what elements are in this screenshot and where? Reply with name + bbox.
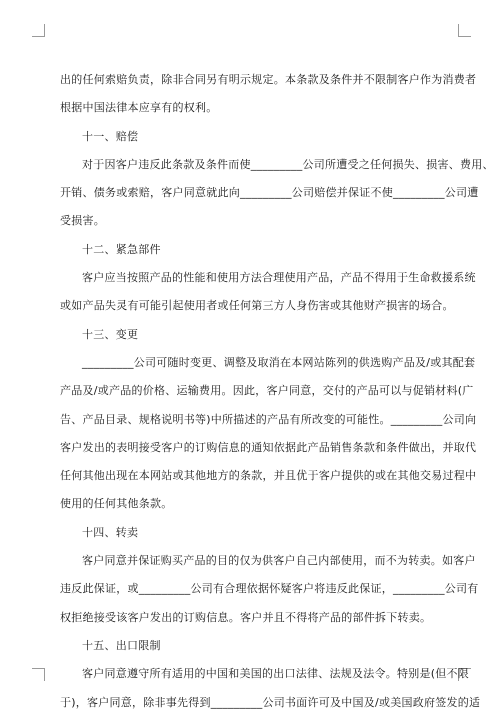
section-heading-resale: 十四、转卖 bbox=[82, 525, 139, 539]
section-heading-changes: 十三、变更 bbox=[82, 327, 139, 341]
section-heading-emergency-parts: 十二、紧急部件 bbox=[82, 242, 161, 256]
paragraph-line: 客户同意并保证购买产品的目的仅为供客户自己内部使用，而不为转卖。如客户 bbox=[82, 554, 476, 568]
paragraph-line: 客户应当按照产品的性能和使用方法合理使用产品，产品不得用于生命救援系统 bbox=[82, 271, 476, 285]
paragraph-line: 开销、债务或索赔，客户同意就此向_________公司赔偿并保证不使_________公司遭 bbox=[60, 186, 479, 200]
section-heading-indemnity: 十一、赔偿 bbox=[82, 129, 139, 143]
paragraph-line: 权拒绝接受该客户发出的订购信息。客户并且不得将产品的部件拆下转卖。 bbox=[60, 610, 432, 624]
paragraph-line: 客户同意遵守所有适用的中国和美国的出口法律、法规及法令。特别是(但不限 bbox=[82, 667, 470, 681]
corner-mark-bottom-left bbox=[32, 668, 45, 681]
paragraph-line: 任何其他出现在本网站或其他地方的条款，并且优于客户提供的或在其他交易过程中 bbox=[60, 469, 477, 483]
paragraph-line: 或如产品失灵有可能引起使用者或任何第三方人身伤害或其他财产损害的场合。 bbox=[60, 299, 454, 313]
paragraph-line: _________公司可随时变更、调整及取消在本网站陈列的供选购产品及/或其配套 bbox=[82, 355, 476, 369]
paragraph-line: 出的任何索赔负责，除非合同另有明示规定。本条款及条件并不限制客户作为消费者 bbox=[60, 73, 477, 86]
paragraph-line: 根据中国法律本应享有的权利。 bbox=[60, 101, 218, 115]
paragraph-line: 客户发出的表明接受客户的订购信息的通知依据此产品销售条款和条件做出，并取代 bbox=[60, 440, 477, 454]
corner-mark-top-right bbox=[458, 24, 471, 37]
document-page-body bbox=[60, 66, 494, 717]
paragraph-line: 产品及/或产品的价格、运输费用。因此，客户同意，交付的产品可以与促销材料(广 bbox=[60, 384, 474, 398]
paragraph-line: 受损害。 bbox=[60, 214, 105, 228]
paragraph-line: 使用的任何其他条款。 bbox=[60, 497, 173, 511]
paragraph-line: 告、产品目录、规格说明书等)中所描述的产品有所改变的可能性。_________公司向 bbox=[60, 412, 477, 426]
paragraph-line: 违反此保证，或_________公司有合理依据怀疑客户将违反此保证，_________公司有 bbox=[60, 582, 479, 596]
paragraph-line: 对于因客户违反此条款及条件而使_________公司所遭受之任何损失、损害、费用、 bbox=[82, 157, 494, 171]
corner-mark-top-left bbox=[32, 24, 45, 37]
paragraph-line: 于)，客户同意，除非事先得到_________公司书面许可及中国及/或美国政府签发的适 bbox=[60, 695, 481, 709]
section-heading-export-restrictions: 十五、出口限制 bbox=[82, 638, 161, 652]
